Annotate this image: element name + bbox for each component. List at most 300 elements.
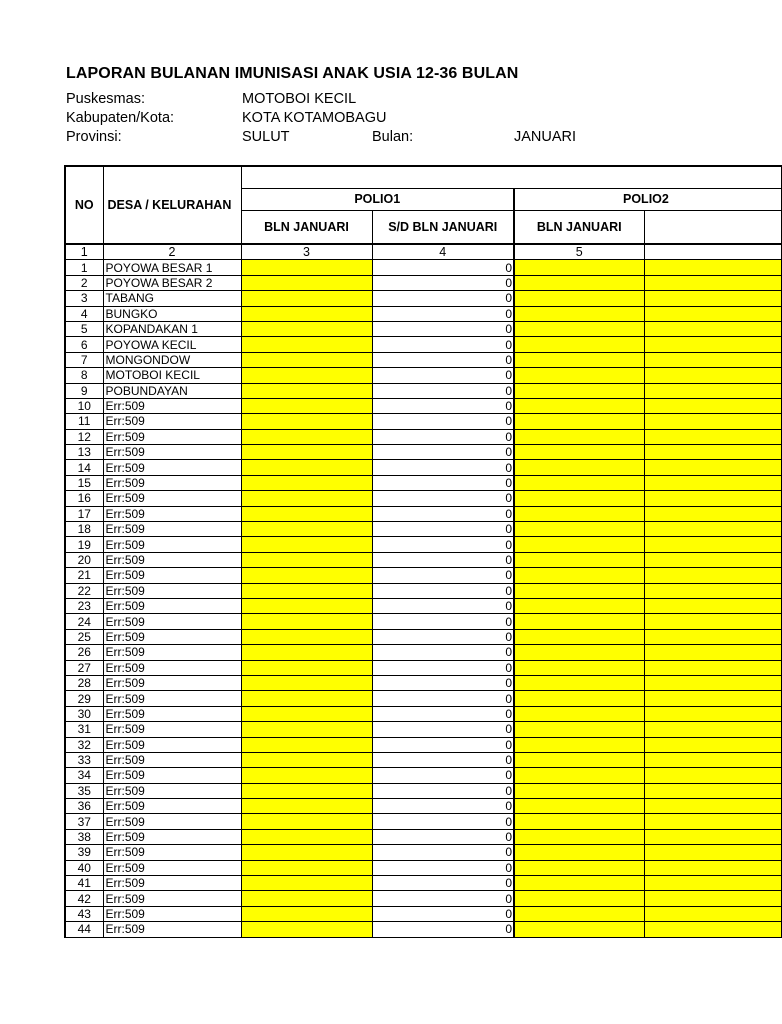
header-polio1: POLIO1 <box>241 188 514 210</box>
header-sd-bln-januari-2 <box>644 210 781 244</box>
row-desa-name: Err:509 <box>103 598 241 613</box>
polio1-bln-cell[interactable] <box>241 891 372 906</box>
polio1-sd-cell: 0 <box>372 891 514 906</box>
polio1-sd-cell: 0 <box>372 614 514 629</box>
row-no: 25 <box>65 629 103 644</box>
polio2-sd-cell[interactable] <box>644 660 781 675</box>
polio2-bln-cell[interactable] <box>514 598 644 613</box>
row-no: 20 <box>65 552 103 567</box>
polio2-bln-cell[interactable] <box>514 922 644 937</box>
polio1-sd-cell: 0 <box>372 737 514 752</box>
polio1-bln-cell[interactable] <box>241 799 372 814</box>
table-row <box>65 368 781 383</box>
row-desa-name: Err:509 <box>103 814 241 829</box>
row-desa-name: Err:509 <box>103 629 241 644</box>
polio1-bln-cell[interactable] <box>241 537 372 552</box>
polio1-sd-cell: 0 <box>372 660 514 675</box>
polio1-bln-cell[interactable] <box>241 814 372 829</box>
row-no: 18 <box>65 522 103 537</box>
polio1-sd-cell: 0 <box>372 783 514 798</box>
polio2-bln-cell[interactable] <box>514 460 644 475</box>
polio2-sd-cell[interactable] <box>644 552 781 567</box>
row-desa-name: Err:509 <box>103 783 241 798</box>
polio1-bln-cell[interactable] <box>241 614 372 629</box>
polio1-sd-cell: 0 <box>372 460 514 475</box>
row-no: 37 <box>65 814 103 829</box>
polio1-bln-cell[interactable] <box>241 368 372 383</box>
polio2-sd-cell[interactable] <box>644 491 781 506</box>
polio1-sd-cell: 0 <box>372 491 514 506</box>
row-no: 39 <box>65 845 103 860</box>
row-desa-name: Err:509 <box>103 876 241 891</box>
polio1-bln-cell[interactable] <box>241 675 372 690</box>
polio2-bln-cell[interactable] <box>514 398 644 413</box>
row-no: 31 <box>65 722 103 737</box>
polio2-bln-cell[interactable] <box>514 383 644 398</box>
table-row <box>65 768 781 783</box>
polio1-sd-cell: 0 <box>372 768 514 783</box>
polio2-sd-cell[interactable] <box>644 783 781 798</box>
row-no: 26 <box>65 645 103 660</box>
row-no: 2 <box>65 275 103 290</box>
row-desa-name: Err:509 <box>103 891 241 906</box>
table-row <box>65 783 781 798</box>
row-desa-name: Err:509 <box>103 506 241 521</box>
polio2-sd-cell[interactable] <box>644 737 781 752</box>
polio1-bln-cell[interactable] <box>241 445 372 460</box>
polio2-sd-cell[interactable] <box>644 922 781 937</box>
polio2-sd-cell[interactable] <box>644 368 781 383</box>
polio2-bln-cell[interactable] <box>514 275 644 290</box>
polio2-sd-cell[interactable] <box>644 291 781 306</box>
row-desa-name: POYOWA BESAR 1 <box>103 260 241 275</box>
report-table-viewport[interactable] <box>64 165 669 947</box>
row-desa-name: Err:509 <box>103 752 241 767</box>
polio2-bln-cell[interactable] <box>514 737 644 752</box>
polio2-bln-cell[interactable] <box>514 660 644 675</box>
polio1-sd-cell: 0 <box>372 706 514 721</box>
polio2-sd-cell[interactable] <box>644 352 781 367</box>
table-row <box>65 737 781 752</box>
polio1-sd-cell: 0 <box>372 260 514 275</box>
row-no: 21 <box>65 568 103 583</box>
row-desa-name: Err:509 <box>103 552 241 567</box>
report-title: LAPORAN BULANAN IMUNISASI ANAK USIA 12-36 BULAN <box>66 65 519 82</box>
table-row <box>65 460 781 475</box>
polio1-bln-cell[interactable] <box>241 414 372 429</box>
report-table <box>64 165 782 938</box>
table-row <box>65 614 781 629</box>
polio2-sd-cell[interactable] <box>644 876 781 891</box>
table-row <box>65 475 781 490</box>
row-desa-name: Err:509 <box>103 691 241 706</box>
row-desa-name: Err:509 <box>103 922 241 937</box>
table-row <box>65 537 781 552</box>
polio2-bln-cell[interactable] <box>514 675 644 690</box>
polio2-bln-cell[interactable] <box>514 429 644 444</box>
polio2-bln-cell[interactable] <box>514 691 644 706</box>
polio1-sd-cell: 0 <box>372 537 514 552</box>
polio2-bln-cell[interactable] <box>514 506 644 521</box>
table-row <box>65 891 781 906</box>
row-desa-name: Err:509 <box>103 829 241 844</box>
polio1-bln-cell[interactable] <box>241 491 372 506</box>
polio1-sd-cell: 0 <box>372 568 514 583</box>
polio1-sd-cell: 0 <box>372 629 514 644</box>
polio1-sd-cell: 0 <box>372 829 514 844</box>
polio1-bln-cell[interactable] <box>241 337 372 352</box>
polio1-bln-cell[interactable] <box>241 398 372 413</box>
row-desa-name: Err:509 <box>103 768 241 783</box>
row-desa-name: Err:509 <box>103 799 241 814</box>
row-no: 12 <box>65 429 103 444</box>
polio2-sd-cell[interactable] <box>644 691 781 706</box>
polio2-sd-cell[interactable] <box>644 445 781 460</box>
polio2-bln-cell[interactable] <box>514 845 644 860</box>
polio2-sd-cell[interactable] <box>644 799 781 814</box>
polio1-sd-cell: 0 <box>372 445 514 460</box>
table-row <box>65 660 781 675</box>
table-row <box>65 629 781 644</box>
table-row <box>65 321 781 336</box>
row-desa-name: Err:509 <box>103 645 241 660</box>
polio2-bln-cell[interactable] <box>514 706 644 721</box>
table-row <box>65 814 781 829</box>
polio2-bln-cell[interactable] <box>514 475 644 490</box>
polio2-sd-cell[interactable] <box>644 645 781 660</box>
polio1-sd-cell: 0 <box>372 368 514 383</box>
row-no: 29 <box>65 691 103 706</box>
row-desa-name: Err:509 <box>103 475 241 490</box>
header-desa: DESA / KELURAHAN <box>103 166 241 244</box>
polio1-bln-cell[interactable] <box>241 275 372 290</box>
polio2-bln-cell[interactable] <box>514 337 644 352</box>
table-row <box>65 260 781 275</box>
polio1-sd-cell: 0 <box>372 752 514 767</box>
polio1-bln-cell[interactable] <box>241 829 372 844</box>
header-no: NO <box>65 166 103 244</box>
row-desa-name: Err:509 <box>103 414 241 429</box>
row-desa-name: Err:509 <box>103 722 241 737</box>
polio2-bln-cell[interactable] <box>514 568 644 583</box>
polio1-sd-cell: 0 <box>372 598 514 613</box>
polio1-sd-cell: 0 <box>372 906 514 921</box>
row-desa-name: MOTOBOI KECIL <box>103 368 241 383</box>
polio2-bln-cell[interactable] <box>514 722 644 737</box>
polio2-sd-cell[interactable] <box>644 814 781 829</box>
row-no: 6 <box>65 337 103 352</box>
polio2-bln-cell[interactable] <box>514 306 644 321</box>
table-row <box>65 645 781 660</box>
polio2-sd-cell[interactable] <box>644 275 781 290</box>
table-row <box>65 722 781 737</box>
polio2-bln-cell[interactable] <box>514 291 644 306</box>
polio2-bln-cell[interactable] <box>514 491 644 506</box>
polio2-bln-cell[interactable] <box>514 860 644 875</box>
polio1-bln-cell[interactable] <box>241 752 372 767</box>
table-row <box>65 522 781 537</box>
polio2-sd-cell[interactable] <box>644 614 781 629</box>
row-desa-name: POBUNDAYAN <box>103 383 241 398</box>
row-desa-name: Err:509 <box>103 737 241 752</box>
table-row <box>65 691 781 706</box>
polio1-bln-cell[interactable] <box>241 552 372 567</box>
row-desa-name: Err:509 <box>103 845 241 860</box>
polio1-bln-cell[interactable] <box>241 352 372 367</box>
polio2-sd-cell[interactable] <box>644 598 781 613</box>
polio2-sd-cell[interactable] <box>644 398 781 413</box>
row-no: 38 <box>65 829 103 844</box>
table-row <box>65 568 781 583</box>
row-no: 32 <box>65 737 103 752</box>
polio2-bln-cell[interactable] <box>514 814 644 829</box>
kabupaten-value: KOTA KOTAMOBAGU <box>242 110 387 126</box>
table-row <box>65 922 781 937</box>
polio1-bln-cell[interactable] <box>241 291 372 306</box>
polio2-bln-cell[interactable] <box>514 368 644 383</box>
polio2-sd-cell[interactable] <box>644 321 781 336</box>
polio1-bln-cell[interactable] <box>241 629 372 644</box>
polio2-sd-cell[interactable] <box>644 768 781 783</box>
polio2-sd-cell[interactable] <box>644 583 781 598</box>
table-row <box>65 829 781 844</box>
polio1-sd-cell: 0 <box>372 814 514 829</box>
table-row <box>65 429 781 444</box>
polio2-sd-cell[interactable] <box>644 845 781 860</box>
polio2-sd-cell[interactable] <box>644 629 781 644</box>
table-row <box>65 860 781 875</box>
polio2-bln-cell[interactable] <box>514 445 644 460</box>
row-no: 35 <box>65 783 103 798</box>
polio1-sd-cell: 0 <box>372 522 514 537</box>
row-no: 43 <box>65 906 103 921</box>
polio2-bln-cell[interactable] <box>514 352 644 367</box>
polio2-sd-cell[interactable] <box>644 829 781 844</box>
polio1-sd-cell: 0 <box>372 306 514 321</box>
polio1-bln-cell[interactable] <box>241 906 372 921</box>
polio2-bln-cell[interactable] <box>514 876 644 891</box>
polio2-sd-cell[interactable] <box>644 722 781 737</box>
polio2-sd-cell[interactable] <box>644 860 781 875</box>
polio2-sd-cell[interactable] <box>644 906 781 921</box>
polio1-bln-cell[interactable] <box>241 876 372 891</box>
header-top-band <box>241 166 781 188</box>
table-row <box>65 552 781 567</box>
polio2-bln-cell[interactable] <box>514 414 644 429</box>
row-no: 23 <box>65 598 103 613</box>
row-desa-name: Err:509 <box>103 429 241 444</box>
polio1-sd-cell: 0 <box>372 675 514 690</box>
polio2-bln-cell[interactable] <box>514 629 644 644</box>
polio2-sd-cell[interactable] <box>644 522 781 537</box>
polio2-sd-cell[interactable] <box>644 506 781 521</box>
row-desa-name: Err:509 <box>103 398 241 413</box>
index-5: 5 <box>514 244 644 260</box>
row-desa-name: Err:509 <box>103 860 241 875</box>
row-no: 16 <box>65 491 103 506</box>
polio1-sd-cell: 0 <box>372 922 514 937</box>
polio2-sd-cell[interactable] <box>644 675 781 690</box>
row-no: 36 <box>65 799 103 814</box>
bulan-value: JANUARI <box>514 129 577 145</box>
row-no: 22 <box>65 583 103 598</box>
polio2-sd-cell[interactable] <box>644 706 781 721</box>
polio2-bln-cell[interactable] <box>514 752 644 767</box>
row-no: 4 <box>65 306 103 321</box>
polio1-sd-cell: 0 <box>372 398 514 413</box>
polio2-bln-cell[interactable] <box>514 829 644 844</box>
row-desa-name: Err:509 <box>103 906 241 921</box>
row-desa-name: POYOWA BESAR 2 <box>103 275 241 290</box>
polio1-sd-cell: 0 <box>372 722 514 737</box>
row-no: 33 <box>65 752 103 767</box>
row-no: 41 <box>65 876 103 891</box>
polio1-sd-cell: 0 <box>372 876 514 891</box>
table-body <box>65 260 781 937</box>
polio1-bln-cell[interactable] <box>241 429 372 444</box>
polio1-sd-cell: 0 <box>372 383 514 398</box>
polio2-bln-cell[interactable] <box>514 522 644 537</box>
row-no: 44 <box>65 922 103 937</box>
table-row <box>65 845 781 860</box>
polio2-bln-cell[interactable] <box>514 799 644 814</box>
index-3: 3 <box>241 244 372 260</box>
polio1-bln-cell[interactable] <box>241 783 372 798</box>
polio1-bln-cell[interactable] <box>241 306 372 321</box>
table-row <box>65 706 781 721</box>
polio1-bln-cell[interactable] <box>241 737 372 752</box>
polio1-sd-cell: 0 <box>372 799 514 814</box>
polio1-sd-cell: 0 <box>372 506 514 521</box>
polio1-bln-cell[interactable] <box>241 506 372 521</box>
polio1-bln-cell[interactable] <box>241 460 372 475</box>
row-desa-name: MONGONDOW <box>103 352 241 367</box>
bulan-label: Bulan: <box>372 129 414 145</box>
polio2-sd-cell[interactable] <box>644 337 781 352</box>
polio1-bln-cell[interactable] <box>241 706 372 721</box>
polio2-sd-cell[interactable] <box>644 460 781 475</box>
row-no: 27 <box>65 660 103 675</box>
polio1-bln-cell[interactable] <box>241 260 372 275</box>
polio2-sd-cell[interactable] <box>644 383 781 398</box>
row-desa-name: Err:509 <box>103 445 241 460</box>
row-desa-name: Err:509 <box>103 675 241 690</box>
table-row <box>65 906 781 921</box>
row-desa-name: KOPANDAKAN 1 <box>103 321 241 336</box>
table-row <box>65 383 781 398</box>
polio2-bln-cell[interactable] <box>514 768 644 783</box>
polio2-sd-cell[interactable] <box>644 891 781 906</box>
table-row <box>65 275 781 290</box>
row-desa-name: BUNGKO <box>103 306 241 321</box>
polio2-bln-cell[interactable] <box>514 537 644 552</box>
polio2-bln-cell[interactable] <box>514 614 644 629</box>
polio1-bln-cell[interactable] <box>241 660 372 675</box>
polio1-bln-cell[interactable] <box>241 691 372 706</box>
polio1-bln-cell[interactable] <box>241 922 372 937</box>
puskesmas-value: MOTOBOI KECIL <box>242 91 357 107</box>
row-no: 8 <box>65 368 103 383</box>
polio1-bln-cell[interactable] <box>241 768 372 783</box>
polio1-bln-cell[interactable] <box>241 722 372 737</box>
polio2-sd-cell[interactable] <box>644 414 781 429</box>
polio1-sd-cell: 0 <box>372 475 514 490</box>
polio1-bln-cell[interactable] <box>241 645 372 660</box>
polio2-bln-cell[interactable] <box>514 552 644 567</box>
table-row <box>65 337 781 352</box>
polio1-bln-cell[interactable] <box>241 583 372 598</box>
polio2-bln-cell[interactable] <box>514 783 644 798</box>
polio1-bln-cell[interactable] <box>241 522 372 537</box>
polio2-bln-cell[interactable] <box>514 645 644 660</box>
header-sd-bln-januari: S/D BLN JANUARI <box>372 210 514 244</box>
row-no: 30 <box>65 706 103 721</box>
row-no: 3 <box>65 291 103 306</box>
row-no: 19 <box>65 537 103 552</box>
row-desa-name: POYOWA KECIL <box>103 337 241 352</box>
polio2-bln-cell[interactable] <box>514 260 644 275</box>
polio1-bln-cell[interactable] <box>241 568 372 583</box>
polio1-sd-cell: 0 <box>372 583 514 598</box>
polio2-bln-cell[interactable] <box>514 891 644 906</box>
table-row <box>65 583 781 598</box>
table-row <box>65 352 781 367</box>
row-desa-name: Err:509 <box>103 706 241 721</box>
row-desa-name: Err:509 <box>103 660 241 675</box>
polio2-sd-cell[interactable] <box>644 429 781 444</box>
polio1-sd-cell: 0 <box>372 337 514 352</box>
polio1-bln-cell[interactable] <box>241 321 372 336</box>
polio2-sd-cell[interactable] <box>644 306 781 321</box>
polio1-sd-cell: 0 <box>372 552 514 567</box>
row-no: 34 <box>65 768 103 783</box>
row-no: 24 <box>65 614 103 629</box>
row-no: 17 <box>65 506 103 521</box>
polio1-bln-cell[interactable] <box>241 598 372 613</box>
polio1-bln-cell[interactable] <box>241 475 372 490</box>
index-6 <box>644 244 781 260</box>
table-row <box>65 752 781 767</box>
polio2-sd-cell[interactable] <box>644 475 781 490</box>
row-no: 7 <box>65 352 103 367</box>
table-row <box>65 675 781 690</box>
header-bln-januari: BLN JANUARI <box>241 210 372 244</box>
row-desa-name: Err:509 <box>103 583 241 598</box>
table-row <box>65 506 781 521</box>
polio1-bln-cell[interactable] <box>241 845 372 860</box>
polio2-sd-cell[interactable] <box>644 537 781 552</box>
row-no: 10 <box>65 398 103 413</box>
index-1: 1 <box>65 244 103 260</box>
table-row <box>65 414 781 429</box>
polio2-bln-cell[interactable] <box>514 321 644 336</box>
table-row <box>65 876 781 891</box>
header-bln-januari-2: BLN JANUARI <box>514 210 644 244</box>
polio1-bln-cell[interactable] <box>241 383 372 398</box>
row-no: 42 <box>65 891 103 906</box>
polio2-sd-cell[interactable] <box>644 752 781 767</box>
polio2-sd-cell[interactable] <box>644 260 781 275</box>
table-row <box>65 491 781 506</box>
polio2-sd-cell[interactable] <box>644 568 781 583</box>
polio2-bln-cell[interactable] <box>514 583 644 598</box>
puskesmas-label: Puskesmas: <box>66 91 145 107</box>
provinsi-label: Provinsi: <box>66 129 122 145</box>
polio1-sd-cell: 0 <box>372 414 514 429</box>
table-row <box>65 306 781 321</box>
polio1-bln-cell[interactable] <box>241 860 372 875</box>
polio2-bln-cell[interactable] <box>514 906 644 921</box>
